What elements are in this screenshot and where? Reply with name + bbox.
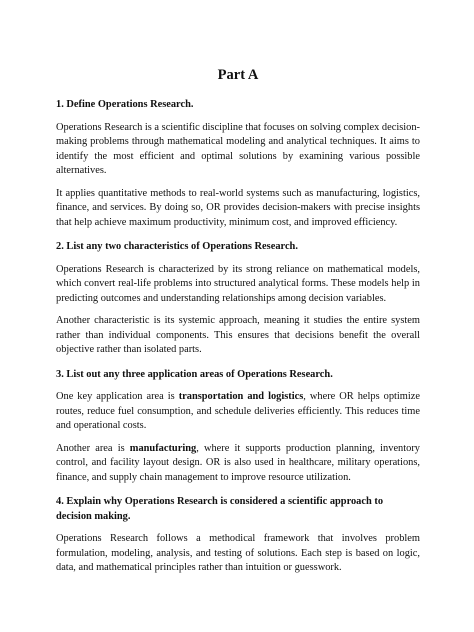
document-page xyxy=(56,66,420,584)
question-heading-2: 2. List any two characteristics of Operations Research. xyxy=(56,241,298,252)
question-heading-4: 4. Explain why Operations Research is considered a scientific approach to decision making. xyxy=(56,496,384,522)
answer-paragraph: Operations Research is a scientific discipline that focuses on solving complex decision-making problems through mathematical modeling and analytical techniques. It aims to identify the most efficient and optimal solutions by examining various possible alternatives. xyxy=(56,121,420,176)
answer-text: One key application area is xyxy=(56,391,179,402)
answer-paragraph xyxy=(56,390,420,434)
answer-paragraph xyxy=(56,442,420,486)
bold-term: transportation and logistics xyxy=(178,391,304,402)
question-heading-1: 1. Define Operations Research. xyxy=(56,99,194,110)
bold-term: manufacturing xyxy=(129,442,197,454)
answer-paragraph: Another characteristic is its systemic approach, meaning it studies the entire system rather than individual components. This ensures that decisions benefit the overall objective rather than isolated parts. xyxy=(56,315,420,355)
answer-text: Another area is xyxy=(56,442,130,454)
question-heading-3: 3. List out any three application areas of Operations Research. xyxy=(56,368,333,380)
page-title: Part A xyxy=(217,67,259,83)
answer-text: , where it supports production planning, inventory control, and facility layout design. OR is also used in healthcare, military operations, finance, and supply chain management to improve resource utilization. xyxy=(56,442,420,483)
answer-text: , where OR helps optimize routes, reduce fuel consumption, and schedule deliveries efficiently. This reduces time and operational costs. xyxy=(56,391,420,431)
answer-paragraph: Operations Research is characterized by its strong reliance on mathematical models, which convert real-life problems into structured analytical forms. These models help in predicting outcomes and understanding relationships among decision variables. xyxy=(56,263,420,304)
answer-paragraph: It applies quantitative methods to real-world systems such as manufacturing, logistics, finance, and services. By doing so, OR provides decision-makers with precise insights that help achieve maximum productivity, minimum cost, and improved efficiency. xyxy=(56,187,420,228)
answer-paragraph: Operations Research follows a methodical framework that involves problem formulation, modeling, analysis, and testing of solutions. Each step is based on logic, data, and mathematical principles rather than intuition or guesswork. xyxy=(56,533,420,573)
